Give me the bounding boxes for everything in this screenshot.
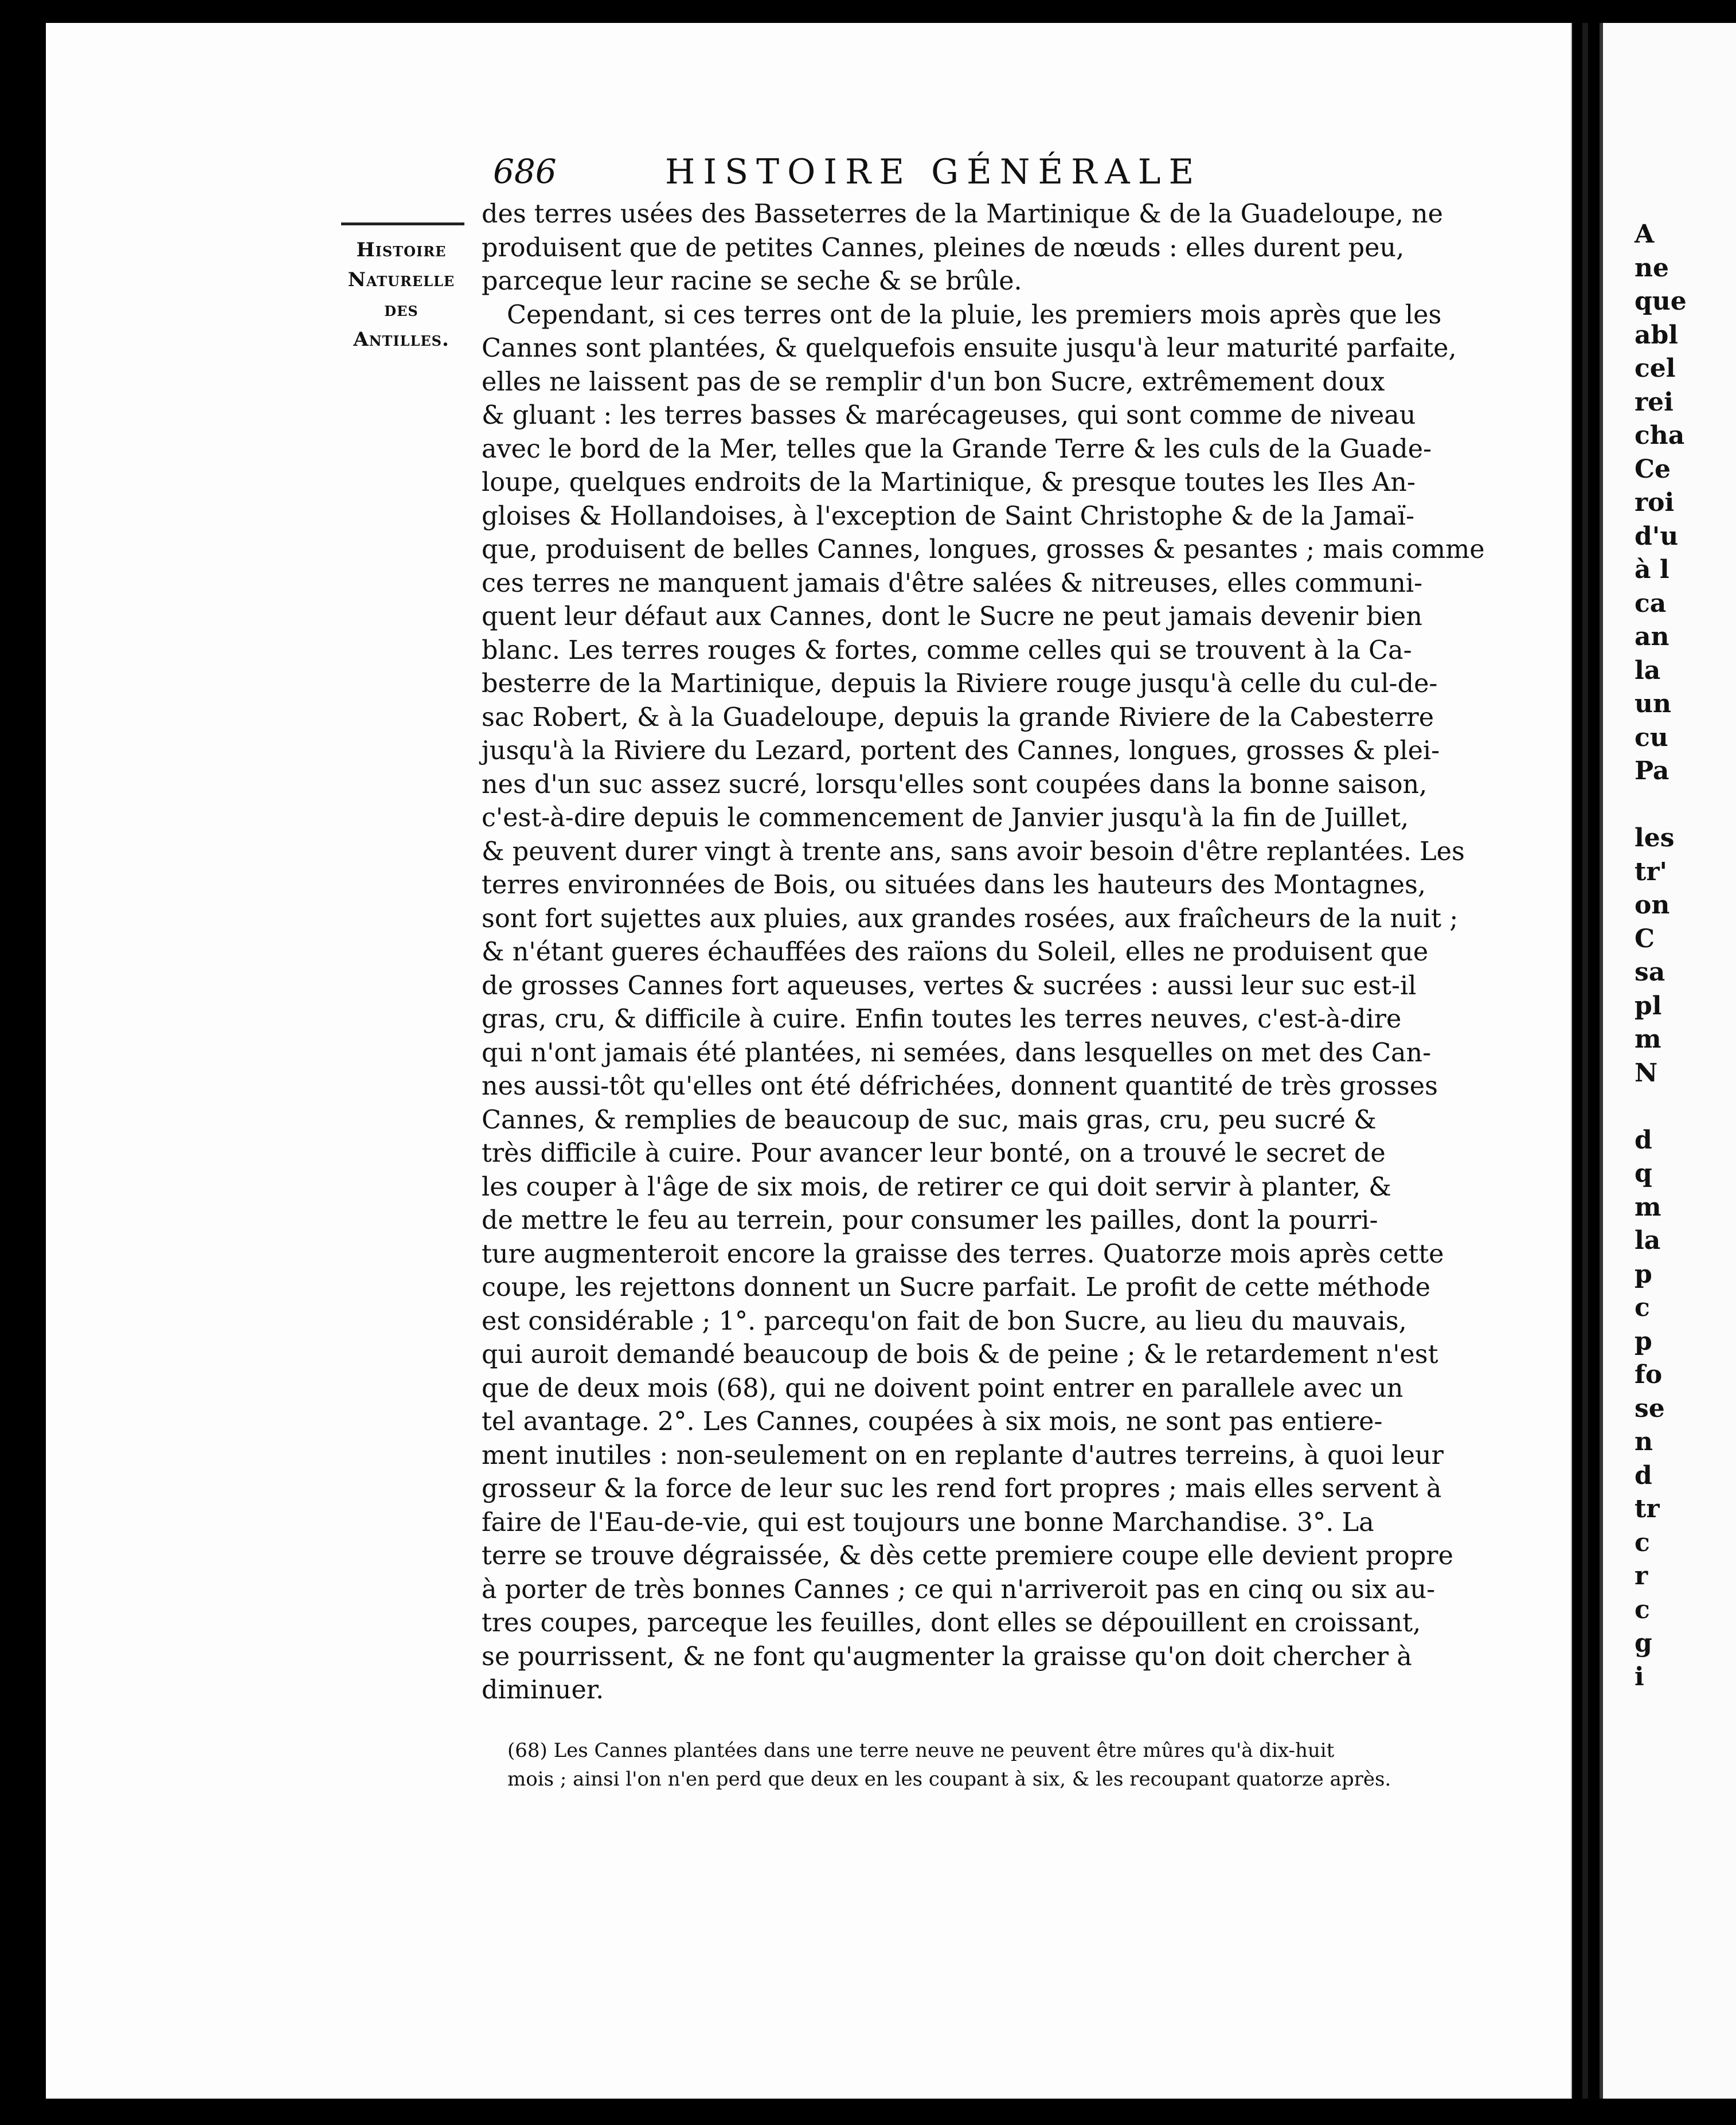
right-page-fragment	[1635, 1090, 1736, 1124]
right-page-fragment: r	[1635, 1561, 1648, 1591]
right-page-fragment: C	[1635, 924, 1655, 954]
text-line: loupe, quelques endroits de la Martinique, & presque toutes les Iles An-	[482, 468, 1416, 497]
margin-note-line: Histoire	[356, 239, 447, 261]
right-page-fragment: c	[1635, 1293, 1650, 1322]
right-page-fragment: d	[1635, 1460, 1652, 1490]
text-line: de grosses Cannes fort aqueuses, vertes & sucrées : aussi leur suc est-il	[482, 971, 1417, 1001]
running-title: HISTOIRE GÉNÉRALE	[665, 152, 1202, 192]
text-line: elles ne laissent pas de se remplir d'un bon Sucre, extrêmement doux	[482, 367, 1385, 397]
text-line: à porter de très bonnes Cannes ; ce qui n'arriveroit pas en cinq ou six au-	[482, 1575, 1436, 1604]
right-page-fragment: cha	[1635, 421, 1685, 450]
text-line: ment inutiles : non-seulement on en replante d'autres terreins, à quoi leur	[482, 1440, 1444, 1470]
right-page-fragment: abl	[1635, 320, 1678, 350]
text-line: faire de l'Eau-de-vie, qui est toujours une bonne Marchandise. 3°. La	[482, 1507, 1374, 1537]
text-line: les couper à l'âge de six mois, de retirer ce qui doit servir à planter, &	[482, 1172, 1391, 1202]
right-page-fragment: les	[1635, 823, 1675, 853]
right-page-fragment: un	[1635, 689, 1671, 718]
right-page-fragment: i	[1635, 1662, 1644, 1692]
text-line: tres coupes, parceque les feuilles, dont elles se dépouillent en croissant,	[482, 1608, 1421, 1638]
margin-note-line: des	[384, 298, 419, 321]
right-page-fragment: tr'	[1635, 857, 1667, 886]
right-page-fragment: on	[1635, 890, 1670, 920]
right-page-fragment: m	[1635, 1025, 1661, 1054]
text-line: est considérable ; 1°. parcequ'on fait de bon Sucre, au lieu du mauvais,	[482, 1306, 1407, 1336]
right-page-fragment	[1635, 788, 1736, 822]
text-line: & gluant : les terres basses & marécageuses, qui sont comme de niveau	[482, 401, 1416, 430]
right-page-fragment: d'u	[1635, 521, 1679, 551]
text-line: blanc. Les terres rouges & fortes, comme celles qui se trouvent à la Ca-	[482, 635, 1412, 665]
right-page-fragment: roi	[1635, 488, 1675, 517]
text-line: avec le bord de la Mer, telles que la Grande Terre & les culs de la Guade-	[482, 434, 1432, 464]
right-page-fragment: sa	[1635, 958, 1665, 987]
right-page-fragment: N	[1635, 1058, 1658, 1088]
text-line: parceque leur racine se seche & se brûle.	[482, 267, 1022, 296]
text-line: grosseur & la force de leur suc les rend fort propres ; mais elles servent à	[482, 1474, 1442, 1503]
right-page-fragment: ca	[1635, 588, 1667, 618]
footnote	[507, 1736, 1471, 1794]
right-page-fragment: an	[1635, 622, 1669, 651]
right-page-fragment: la	[1635, 655, 1661, 685]
text-line: sac Robert, & à la Guadeloupe, depuis la grande Riviere de la Cabesterre	[482, 702, 1434, 732]
right-page-fragment: à l	[1635, 555, 1669, 584]
right-page-fragment: cel	[1635, 354, 1676, 383]
right-page-partial	[1600, 23, 1736, 2099]
right-page-fragment: c	[1635, 1595, 1650, 1624]
text-line: quent leur défaut aux Cannes, dont le Sucre ne peut jamais devenir bien	[482, 602, 1422, 631]
margin-rule	[341, 222, 464, 225]
text-line: très difficile à cuire. Pour avancer leur bonté, on a trouvé le secret de	[482, 1139, 1386, 1168]
text-line: Cependant, si ces terres ont de la pluie, les premiers mois après que les	[507, 300, 1442, 330]
text-line: ces terres ne manquent jamais d'être salées & nitreuses, elles communi-	[482, 568, 1423, 598]
text-line: que de deux mois (68), qui ne doivent point entrer en parallele avec un	[482, 1373, 1403, 1403]
text-line: tel avantage. 2°. Les Cannes, coupées à six mois, ne sont pas entiere-	[482, 1407, 1383, 1436]
footnote-line: mois ; ainsi l'on n'en perd que deux en les coupant à six, & les recoupant quatorze après.	[507, 1768, 1391, 1791]
text-line: Cannes sont plantées, & quelquefois ensuite jusqu'à leur maturité parfaite,	[482, 334, 1457, 363]
book-gutter	[1582, 23, 1588, 2099]
margin-note	[335, 235, 467, 354]
text-line: Cannes, & remplies de beaucoup de suc, mais gras, cru, peu sucré &	[482, 1105, 1377, 1135]
right-page-text-fragments	[1635, 218, 1736, 1694]
text-line: besterre de la Martinique, depuis la Riviere rouge jusqu'à celle du cul-de-	[482, 669, 1438, 698]
text-line: terre se trouve dégraissée, & dès cette premiere coupe elle devient propre	[482, 1541, 1453, 1571]
text-line: ture augmenteroit encore la graisse des terres. Quatorze mois après cette	[482, 1239, 1444, 1269]
right-page-fragment: ne	[1635, 253, 1669, 283]
text-line: nes d'un suc assez sucré, lorsqu'elles sont coupées dans la bonne saison,	[482, 769, 1428, 799]
text-line: & n'étant gueres échauffées des raïons du Soleil, elles ne produisent que	[482, 938, 1429, 967]
text-line: se pourrissent, & ne font qu'augmenter la graisse qu'on doit chercher à	[482, 1642, 1412, 1671]
text-line: nes aussi-tôt qu'elles ont été défrichées, donnent quantité de très grosses	[482, 1072, 1438, 1101]
text-line: sont fort sujettes aux pluies, aux grandes rosées, aux fraîcheurs de la nuit ;	[482, 904, 1459, 933]
right-page-fragment: cu	[1635, 722, 1668, 752]
text-line: gloises & Hollandoises, à l'exception de Saint Christophe & de la Jamaï-	[482, 501, 1414, 531]
right-page-fragment: Ce	[1635, 454, 1671, 484]
right-page-fragment: Pa	[1635, 756, 1669, 786]
text-line: qui n'ont jamais été plantées, ni semées, dans lesquelles on met des Can-	[482, 1038, 1432, 1068]
text-line: que, produisent de belles Cannes, longues, grosses & pesantes ; mais comme	[482, 535, 1485, 564]
text-line: produisent que de petites Cannes, pleines de nœuds : elles durent peu,	[482, 233, 1405, 263]
right-page-fragment: d	[1635, 1125, 1652, 1155]
right-page-fragment: se	[1635, 1393, 1665, 1423]
right-page-fragment: la	[1635, 1226, 1661, 1255]
footnote-line: (68) Les Cannes plantées dans une terre neuve ne peuvent être mûres qu'à dix-huit	[507, 1739, 1335, 1762]
right-page-fragment: p	[1635, 1326, 1652, 1356]
body-text	[482, 198, 1485, 1708]
text-line: qui auroit demandé beaucoup de bois & de peine ; & le retardement n'est	[482, 1340, 1438, 1369]
right-page-fragment: pl	[1635, 991, 1662, 1021]
margin-note-line: Antilles.	[353, 328, 449, 351]
text-line: des terres usées des Basseterres de la Martinique & de la Guadeloupe, ne	[482, 200, 1444, 229]
right-page-fragment: c	[1635, 1528, 1650, 1557]
right-page-fragment: m	[1635, 1192, 1661, 1222]
margin-note-line: Naturelle	[347, 268, 455, 291]
text-line: & peuvent durer vingt à trente ans, sans avoir besoin d'être replantées. Les	[482, 837, 1465, 866]
text-line: coupe, les rejettons donnent un Sucre parfait. Le profit de cette méthode	[482, 1273, 1431, 1302]
right-page-fragment: p	[1635, 1259, 1652, 1289]
text-line: jusqu'à la Riviere du Lezard, portent des Cannes, longues, grosses & plei-	[482, 736, 1440, 765]
right-page-fragment: rei	[1635, 387, 1674, 417]
page-number: 686	[493, 152, 557, 191]
text-line: diminuer.	[482, 1675, 604, 1705]
text-line: gras, cru, & difficile à cuire. Enfin toutes les terres neuves, c'est-à-dire	[482, 1005, 1402, 1034]
text-line: de mettre le feu au terrein, pour consumer les pailles, dont la pourri-	[482, 1206, 1378, 1235]
right-page-fragment: fo	[1635, 1360, 1663, 1389]
right-page-fragment: que	[1635, 287, 1687, 316]
right-page-fragment: q	[1635, 1159, 1652, 1188]
text-line: c'est-à-dire depuis le commencement de Janvier jusqu'à la fin de Juillet,	[482, 803, 1409, 833]
right-page-fragment: A	[1635, 220, 1655, 249]
right-page-fragment: n	[1635, 1427, 1653, 1456]
right-page-fragment: g	[1635, 1628, 1652, 1658]
running-head	[493, 152, 1290, 198]
right-page-fragment: tr	[1635, 1494, 1660, 1524]
text-line: terres environnées de Bois, ou situées dans les hauteurs des Montagnes,	[482, 870, 1426, 900]
